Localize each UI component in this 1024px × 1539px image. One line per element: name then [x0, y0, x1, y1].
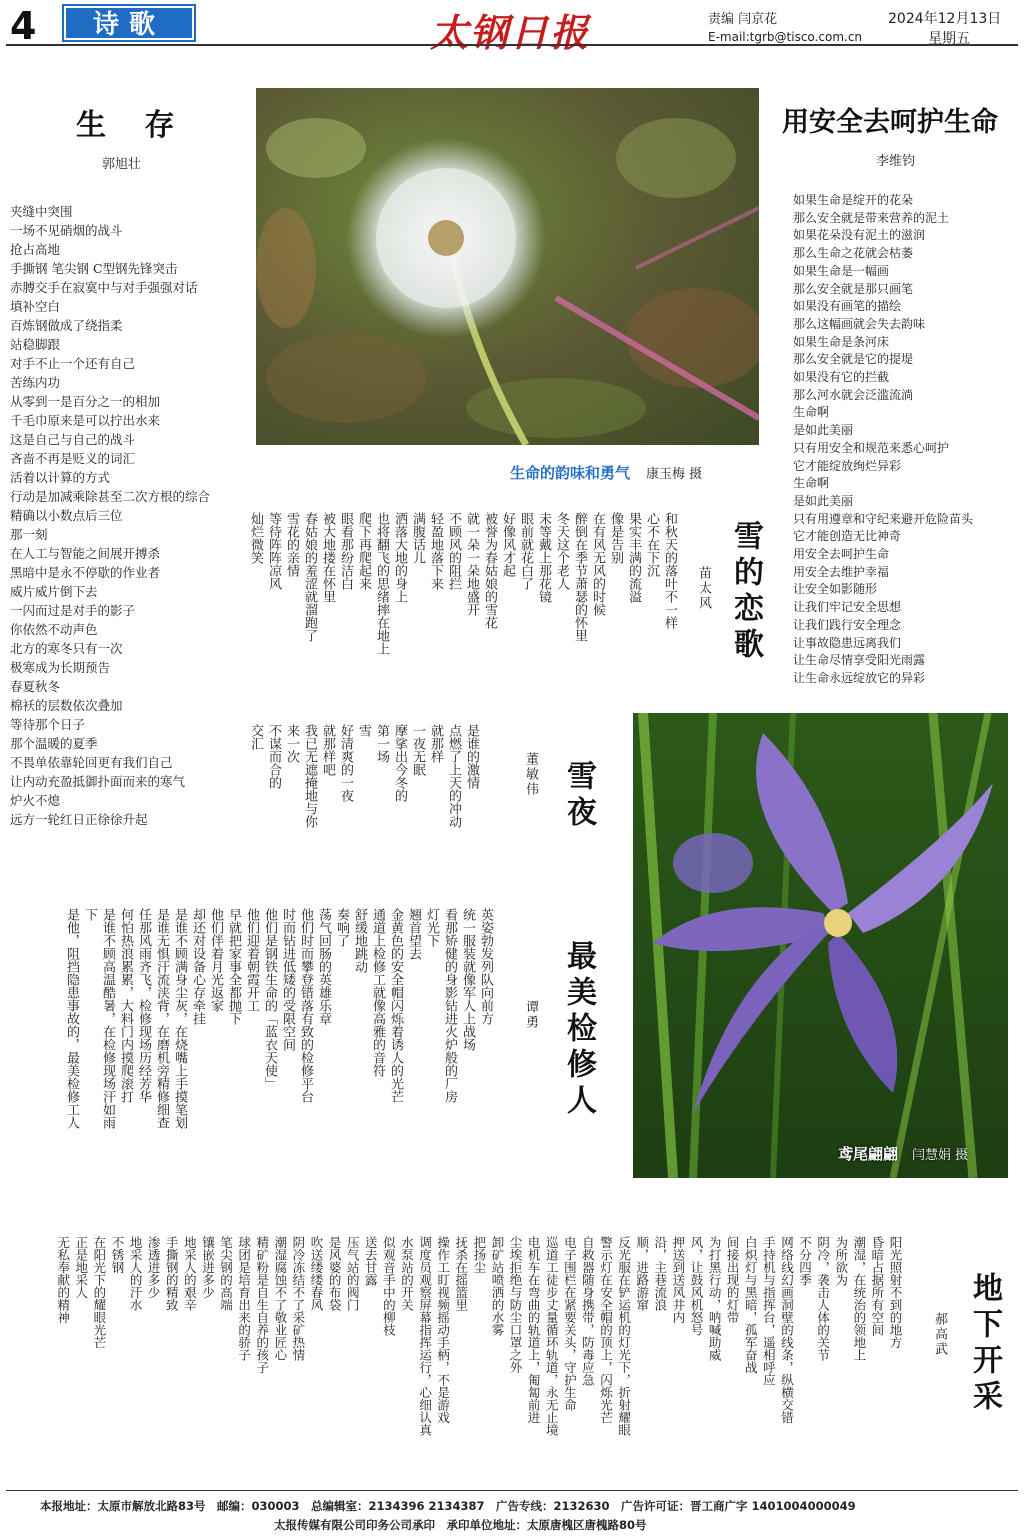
poem-title-xue-ye: 雪夜 — [561, 760, 596, 832]
issue-weekday: 星期五 — [928, 31, 970, 47]
poem-line: 尘埃拒绝与防尘口罩之外 — [508, 1236, 524, 1374]
poem-line: 舒缓地跳动 — [352, 908, 367, 973]
poem-line: 如果花朵没有泥土的滋润 — [793, 228, 926, 243]
poem-line: 用安全去维护幸福 — [793, 564, 890, 579]
poem-line: 水泵站的开关 — [399, 1236, 415, 1311]
poem-line: 那一刻 — [10, 527, 48, 542]
poem-line: 不谋而合的 — [266, 724, 281, 789]
poem-line: 心不在下沉 — [644, 512, 659, 577]
poem-line: 顺，进路游窜 — [634, 1236, 650, 1311]
poem-line: 风，让鼓风机怒号 — [688, 1236, 704, 1336]
poem-line: 下 — [82, 908, 97, 921]
poem-line: 他们迎着朝霞开工 — [244, 908, 259, 1012]
poem-line: 冬天这个老人 — [554, 512, 569, 590]
poem-line: 威片威片倒下去 — [10, 584, 98, 599]
poem-body-anquan — [793, 192, 973, 688]
dandelion-caption — [510, 462, 702, 483]
poem-title-shengcun: 生 存 — [76, 108, 189, 143]
page-number: 4 — [10, 4, 37, 48]
poem-line: 让生命尽情享受阳光雨露 — [793, 653, 926, 668]
poem-line: 摩挲出今冬的 — [392, 724, 407, 802]
poem-line: 在人工与智能之间展开搏杀 — [10, 546, 161, 561]
poem-line: 好清爽的一夜 — [338, 724, 353, 802]
poem-line: 那么生命之花就会枯萎 — [793, 246, 914, 261]
poem-line: 阴冷，袭击人体的关节 — [815, 1236, 831, 1361]
editor-email: E-mail:tgrb@tisco.com.cn — [708, 30, 863, 44]
poem-line: 眼看那纷洁白 — [338, 512, 353, 590]
poem-line: 活着以计算的方式 — [10, 470, 111, 485]
poem-line: 反光服在铲运机的灯光下，折射耀眼 — [616, 1236, 632, 1436]
poem-line: 醉倒在季节萧瑟的怀里 — [572, 512, 587, 642]
poem-line: 就一朵一朵地盛开 — [464, 512, 479, 616]
poem-line: 生命啊 — [793, 476, 830, 491]
poem-line: 那么安全就是它的提堤 — [793, 352, 914, 367]
poem-line: 百炼钢做成了绕指柔 — [10, 318, 123, 333]
poem-line: 他们时而攀登错落有致的检修平台 — [298, 908, 313, 1103]
poem-author-xue-lian: 苗太风 — [696, 566, 711, 611]
poem-line: 何怕热浪累累，大料门内摸爬滚打 — [118, 908, 133, 1103]
poem-body-xue-ye — [246, 724, 480, 854]
poem-line: 夹缝中突围 — [10, 204, 73, 219]
poem-title-jianxiu: 最美检修人 — [561, 940, 596, 1120]
poem-line: 等待那个日子 — [10, 717, 86, 732]
poem-author-jianxiu: 谭勇 — [523, 1000, 538, 1030]
poem-line: 我已无遮掩地与你 — [302, 724, 317, 828]
dandelion-photographer: 康玉梅 摄 — [646, 467, 703, 482]
poem-line: 奏响了 — [334, 908, 349, 947]
poem-line: 为所欲为 — [833, 1236, 849, 1286]
poem-line: 是如此美丽 — [793, 423, 854, 438]
poem-line: 让我们牢记安全思想 — [793, 600, 902, 615]
poem-line: 如果没有它的拦截 — [793, 370, 890, 385]
poem-line: 吝啬不再是贬义的词汇 — [10, 451, 136, 466]
poem-line: 荡气回肠的英雄乐章 — [316, 908, 331, 1025]
poem-author-dixia: 郝高武 — [932, 1312, 947, 1357]
poem-line: 只有用遵章和守纪来避开危险苗头 — [793, 511, 974, 526]
poem-line: 北方的寒冬只有一次 — [10, 641, 123, 656]
poem-line: 从零到一是百分之一的相加 — [10, 394, 161, 409]
poem-line: 如果生命是条河床 — [793, 334, 890, 349]
poem-author-anquan: 李维钧 — [876, 154, 916, 169]
poem-line: 它才能创造无比神奇 — [793, 529, 902, 544]
poem-line: 果实丰满的流溢 — [626, 512, 641, 603]
masthead-logo: 太钢日报 — [430, 10, 591, 55]
poem-line: 时而钻进低矮的受限空间 — [280, 908, 295, 1051]
poem-line: 似观音手中的柳枝 — [381, 1236, 397, 1336]
poem-line: 通道上检修工就像高雅的音符 — [370, 908, 385, 1077]
poem-line: 压气站的阀门 — [345, 1236, 361, 1311]
dandelion-caption-text: 生命的韵味和勇气 — [510, 464, 631, 482]
poem-line: 远方一轮红日正徐徐升起 — [10, 812, 148, 827]
poem-line: 被大地搂在怀里 — [320, 512, 335, 603]
poem-title-anquan: 用安全去呵护生命 — [782, 107, 998, 138]
poem-line: 雪花的亲情 — [284, 512, 299, 577]
poem-line: 球团是培育出来的骄子 — [236, 1236, 252, 1361]
iris-caption-text: 鸢尾翩翩 — [838, 1145, 899, 1163]
poem-line: 未等戴上那花镜 — [536, 512, 551, 603]
poem-line: 用安全去呵护生命 — [793, 547, 890, 562]
poem-line: 是风婆的布袋 — [327, 1236, 343, 1311]
poem-line: 地采人的艰辛 — [182, 1236, 198, 1311]
poem-line: 操作工盯视频摇动手柄，不是游戏 — [435, 1236, 451, 1424]
dandelion-photo — [256, 88, 759, 445]
poem-line: 灿烂微笑 — [248, 512, 263, 564]
poem-line: 春姑娘的羞涩就溜跑了 — [302, 512, 317, 642]
poem-line: 电子围栏在紧要关头，守护生命 — [562, 1236, 578, 1411]
footer-rule — [6, 1490, 1018, 1491]
section-label: 诗歌 — [64, 6, 194, 40]
poem-line: 阳光照射不到的地方 — [888, 1236, 903, 1349]
poem-line: 让生命永远绽放它的异彩 — [793, 670, 926, 685]
poem-line: 满腹话儿 — [410, 512, 425, 564]
poem-line: 是谁不顾高温酷暑，在检修现场汗如雨 — [100, 908, 115, 1129]
poem-line: 是如此美丽 — [793, 493, 854, 508]
poem-line: 如果生命是一幅画 — [793, 263, 890, 278]
poem-line: 送去甘露 — [363, 1236, 379, 1286]
iris-photo — [633, 713, 1008, 1178]
poem-line: 却还对设备心存牵挂 — [190, 908, 205, 1025]
poem-line: 生命啊 — [793, 405, 830, 420]
poem-line: 它才能绽放绚烂异彩 — [793, 458, 902, 473]
poem-body-xue-lian — [246, 512, 678, 682]
poem-line: 渗透进多少 — [146, 1236, 162, 1299]
poem-line: 调度员观察屏幕指挥运行，心细认真 — [417, 1236, 433, 1436]
poem-line: 阴冷冻结不了采矿热情 — [290, 1236, 306, 1361]
poem-line: 他们伴着月光返家 — [208, 908, 223, 1012]
poem-line: 是他，阻挡隐患事故的，最美检修工人 — [64, 908, 79, 1129]
footer-address: 本报地址：太原市解放北路83号 邮编：030003 总编辑室：2134396 2134387 广告专线：2132630 广告许可证：晋工商广字 1401004000049 — [40, 1499, 856, 1513]
poem-line: 潮湿腐蚀不了敬业匠心 — [272, 1236, 288, 1361]
poem-line: 让安全如影随形 — [793, 582, 878, 597]
poem-line: 昏暗占据所有空间 — [869, 1236, 885, 1336]
poem-line: 那么河水就会泛滥流淌 — [793, 387, 914, 402]
poem-line: 被誉为春姑娘的雪花 — [482, 512, 497, 629]
poem-line: 眼前就花白了 — [518, 512, 533, 590]
poem-line: 黑暗中是永不停歇的作业者 — [10, 565, 161, 580]
poem-line: 如果生命是绽开的花朵 — [793, 193, 914, 207]
footer-printer: 太报传媒有限公司印务公司承印 承印单位地址：太原唐槐区唐槐路80号 — [274, 1518, 647, 1532]
header-rule — [6, 44, 1018, 46]
poem-line: 来一次 — [284, 724, 299, 763]
poem-line: 不畏单依靠轮回更有我们自己 — [10, 755, 173, 770]
poem-line: 像是告别 — [608, 512, 623, 564]
poem-line: 是谁的激情 — [464, 724, 479, 789]
poem-line: 自救器随身携带，防毒应急 — [580, 1236, 596, 1386]
poem-line: 间接出现的灯带 — [725, 1236, 741, 1324]
poem-line: 那个温暖的夏季 — [10, 736, 98, 751]
poem-line: 一场不见硝烟的战斗 — [10, 223, 123, 238]
poem-author-xue-ye: 董敏伟 — [523, 752, 538, 797]
poem-line: 不锈钢 — [109, 1236, 125, 1274]
poem-line: 抚杀在摇篮里 — [453, 1236, 469, 1311]
poem-line: 点燃了上天的冲动 — [446, 724, 461, 828]
poem-line: 不顾风的阻拦 — [446, 512, 461, 590]
poem-line: 手持机与指挥台，遥相呼应 — [761, 1236, 777, 1386]
poem-line: 巡道工徒步丈量循环轨道，永无止境 — [544, 1236, 560, 1436]
poem-line: 让我们践行安全理念 — [793, 617, 902, 632]
poem-line: 押送到送风井内 — [670, 1236, 686, 1324]
poem-line: 也将翻飞的思绪摔在地上 — [374, 512, 389, 655]
poem-line: 第一场 — [374, 724, 389, 763]
iris-photographer: 闫慧娟 摄 — [912, 1148, 969, 1163]
poem-body-dixia — [54, 1236, 904, 1454]
poem-line: 那么安全就是带来营养的泥土 — [793, 210, 950, 225]
poem-line: 为打黑行动，呐喊助威 — [707, 1236, 723, 1361]
poem-line: 就那样 — [428, 724, 443, 763]
poem-line: 那么安全就是那只画笔 — [793, 281, 914, 296]
poem-line: 棉袄的层数依次叠加 — [10, 698, 123, 713]
poem-line: 春夏秋冬 — [10, 679, 61, 694]
poem-line: 白炽灯与黑暗，孤军奋战 — [743, 1236, 759, 1374]
poem-body-jianxiu — [62, 908, 494, 1170]
poem-line: 好像风才起 — [500, 512, 515, 577]
poem-line: 警示灯在安全帽的顶上，闪烁光芒 — [598, 1236, 614, 1424]
poem-line: 只有用安全和规范来悉心呵护 — [793, 440, 950, 455]
poem-line: 早就把家事全都抛下 — [226, 908, 241, 1025]
poem-line: 抢占高地 — [10, 242, 61, 257]
poem-line: 沿，主巷流浪 — [652, 1236, 668, 1311]
poem-line: 任那风雨齐飞，检修现场历经芳华 — [136, 908, 151, 1103]
poem-line: 爬下再爬起来 — [356, 512, 371, 590]
poem-line: 让事故隐患远离我们 — [793, 635, 902, 650]
poem-author-shengcun: 郭旭壮 — [102, 157, 142, 172]
poem-line: 网络线幻画洞壁的线条，纵横交错 — [779, 1236, 795, 1424]
poem-line: 一闪而过是对手的影子 — [10, 603, 136, 618]
iris-caption — [838, 1143, 968, 1164]
poem-line: 不分四季 — [797, 1236, 813, 1286]
poem-line: 精确以小数点后三位 — [10, 508, 123, 523]
poem-line: 苦练内功 — [10, 375, 61, 390]
poem-line: 这是自己与自己的战斗 — [10, 432, 136, 447]
poem-line: 笔尖钢的高端 — [218, 1236, 234, 1311]
poem-line: 在阳光下的耀眼光芒 — [91, 1236, 107, 1349]
poem-line: 手撕钢 笔尖钢 C型钢先锋突击 — [10, 261, 178, 276]
poem-line: 赤膊交手在寂寞中与对手强强对话 — [10, 280, 198, 295]
poem-line: 对手不止一个还有自己 — [10, 356, 136, 371]
poem-line: 你依然不动声色 — [10, 622, 98, 637]
poem-line: 填补空白 — [10, 299, 61, 314]
poem-title-dixia: 地下开采 — [967, 1272, 1002, 1416]
poem-line: 英姿勃发列队向前方 — [478, 908, 493, 1025]
poem-line: 看那矫健的身影钻进火炉般的厂房 — [442, 908, 457, 1103]
poem-line: 雪 — [356, 724, 371, 737]
poem-line: 就那样吧 — [320, 724, 335, 776]
poem-line: 手撕钢的精致 — [164, 1236, 180, 1311]
poem-line: 卸矿站喷洒的水雾 — [489, 1236, 505, 1336]
poem-line: 是谁无惧汗流浃背，在磨机旁精修细查 — [154, 908, 169, 1129]
poem-line: 如果没有画笔的描绘 — [793, 299, 902, 314]
poem-line: 灯光下 — [424, 908, 439, 947]
poem-line: 站稳脚跟 — [10, 337, 61, 352]
poem-line: 正是地采人 — [73, 1236, 89, 1299]
poem-line: 潮湿，在统治的领地上 — [851, 1236, 867, 1361]
poem-title-xue-lian: 雪的恋歌 — [728, 520, 763, 664]
poem-line: 洒落大地的身上 — [392, 512, 407, 603]
poem-line: 镶嵌进多少 — [200, 1236, 216, 1299]
poem-line: 让内动充盈抵御扑面而来的寒气 — [10, 774, 186, 789]
poem-line: 轻盈地落下来 — [428, 512, 443, 590]
poem-line: 地采人的汗水 — [128, 1236, 144, 1311]
poem-line: 统一服装就像军人上战场 — [460, 908, 475, 1051]
editor-credit: 责编 闫京花 — [708, 12, 778, 27]
poem-line: 无私奉献的精神 — [55, 1236, 71, 1324]
poem-line: 极寒成为长期预告 — [10, 660, 111, 675]
poem-line: 炉火不熄 — [10, 793, 61, 808]
poem-line: 一夜无眠 — [410, 724, 425, 776]
poem-body-shengcun — [10, 202, 210, 829]
issue-date: 2024年12月13日 — [888, 11, 1002, 27]
poem-line: 金黄色的安全帽闪烁着诱人的光芒 — [388, 908, 403, 1103]
poem-line: 吹送缕缕春风 — [309, 1236, 324, 1311]
poem-line: 翘首望去 — [406, 908, 421, 960]
poem-line: 电机车在弯曲的轨道上，匍匐前进 — [526, 1236, 542, 1424]
poem-line: 行动是加减乘除甚至二次方根的综合 — [10, 489, 211, 504]
poem-line: 等待阵阵凉风 — [266, 512, 281, 590]
poem-line: 是谁不顾满身尘灰，在烧嘴上手摸笔划 — [172, 908, 187, 1129]
poem-line: 那么这幅画就会失去韵味 — [793, 316, 926, 331]
poem-line: 精矿粉是自生自养的孩子 — [254, 1236, 270, 1374]
poem-line: 交汇 — [248, 724, 263, 750]
poem-line: 把扬尘 — [471, 1236, 487, 1274]
poem-line: 他们是钢铁生命的「蓝衣天使」 — [262, 908, 277, 1090]
poem-line: 千毛巾原来是可以拧出水来 — [10, 413, 161, 428]
poem-line: 在有风无风的时候 — [590, 512, 605, 616]
poem-line: 和秋天的落叶不一样 — [662, 512, 677, 629]
